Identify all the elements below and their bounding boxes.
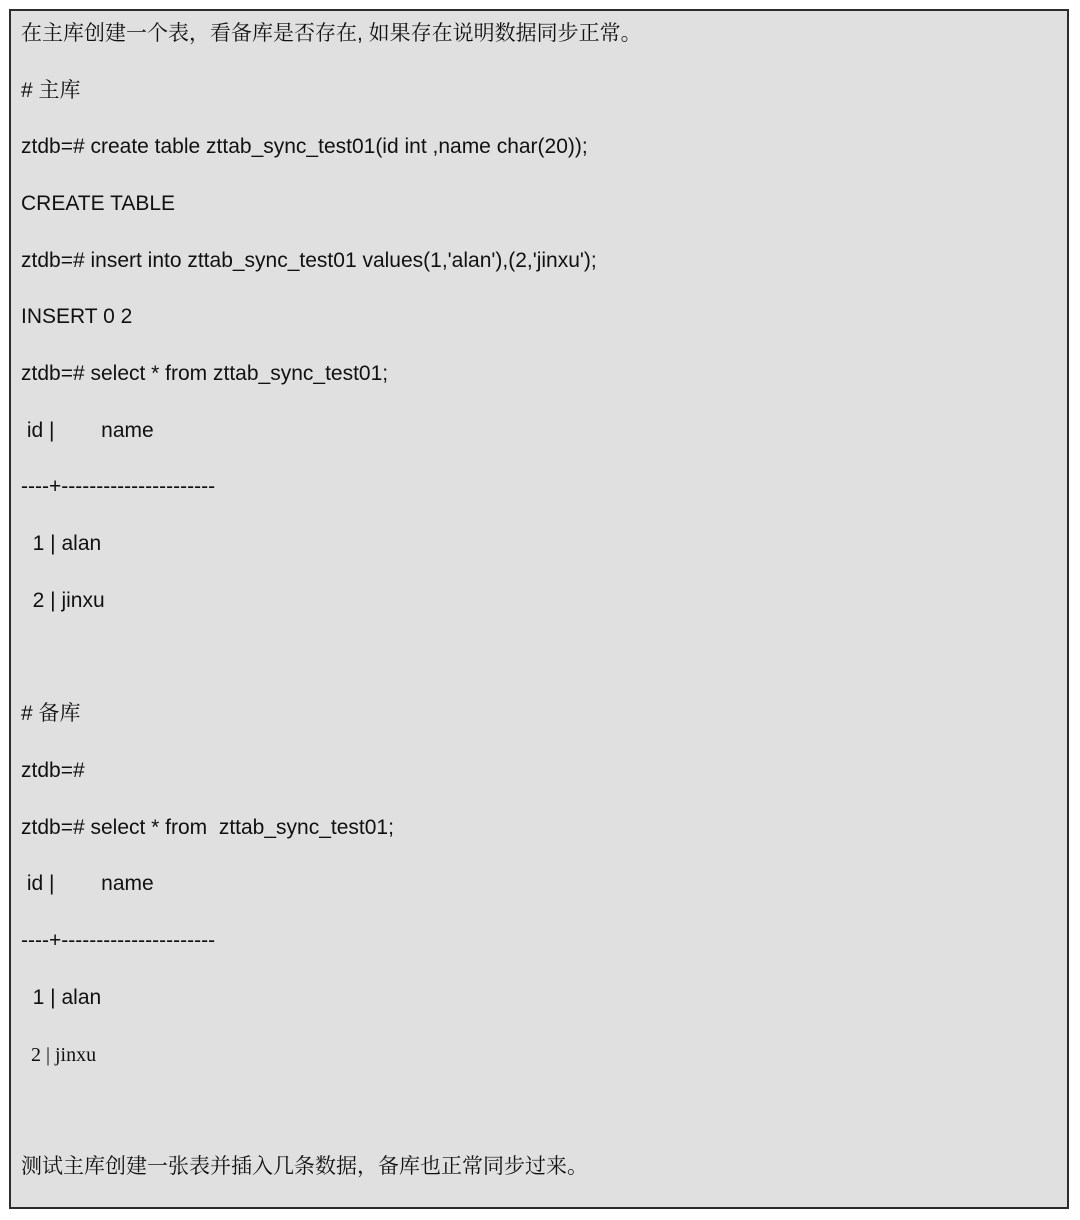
result-header-standby: id | name [21,872,154,895]
intro-text: 在主库创建一个表，看备库是否存在, 如果存在说明数据同步正常。 [21,22,642,45]
result-row-standby-2: 2 | jinxu [21,1044,97,1066]
code-block [9,9,1069,1209]
result-separator-primary: ----+---------------------- [21,475,216,498]
select-command-standby: ztdb=# select * from zttab_sync_test01; [21,816,394,839]
insert-result: INSERT 0 2 [21,305,133,328]
create-table-result: CREATE TABLE [21,192,176,215]
result-row-standby-1: 1 | alan [21,986,102,1009]
comment-primary: # 主库 [21,79,81,102]
select-command-primary: ztdb=# select * from zttab_sync_test01; [21,362,389,385]
result-separator-standby: ----+---------------------- [21,929,216,952]
comment-standby: # 备库 [21,702,81,725]
create-table-command: ztdb=# create table zttab_sync_test01(id int ,name char(20)); [21,135,588,158]
result-row-primary-1: 1 | alan [21,532,102,555]
result-row-primary-2: 2 | jinxu [21,589,105,612]
result-header-primary: id | name [21,419,154,442]
summary-text: 测试主库创建一张表并插入几条数据，备库也正常同步过来。 [21,1155,588,1178]
insert-command: ztdb=# insert into zttab_sync_test01 values(1,'alan'),(2,'jinxu'); [21,249,597,272]
prompt-standby: ztdb=# [21,759,85,782]
